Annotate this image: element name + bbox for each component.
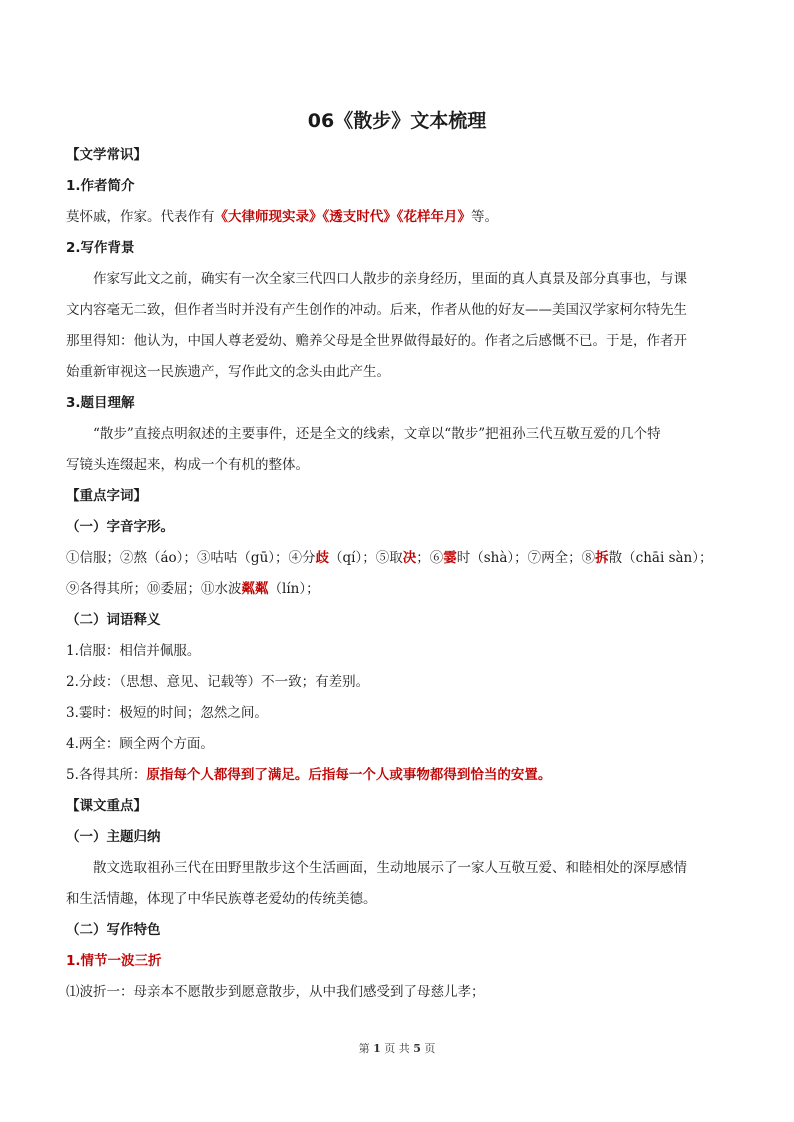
theme-line: 和生活情趣，体现了中华民族尊老爱幼的传统美德。 bbox=[66, 891, 377, 907]
page-title: 06《散步》文本梳理 bbox=[307, 110, 487, 132]
subheading-theme: （一）主题归纳 bbox=[66, 829, 161, 845]
meaning-item: 1.信服：相信并佩服。 bbox=[66, 643, 201, 659]
section-heading-words: 【重点字词】 bbox=[66, 488, 147, 504]
meaning-item: 2.分歧：（思想、意见、记载等）不一致；有差别。 bbox=[66, 674, 370, 690]
item-number: ⑤ bbox=[375, 550, 390, 566]
subheading-pronunciation: （一）字音字形。 bbox=[66, 519, 174, 535]
subheading-plot: 1.情节一波三折 bbox=[66, 953, 162, 969]
background-line: 始重新审视这一民族遗产，写作此文的念头由此产生。 bbox=[66, 364, 390, 380]
item-rest: 两全； bbox=[541, 550, 582, 566]
subheading-meanings: （二）词语释义 bbox=[66, 612, 161, 628]
item-rest: 服； bbox=[93, 550, 120, 566]
pronunciation-line-1 bbox=[66, 543, 728, 574]
background-line: 作家写此文之前，确实有一次全家三代四口人散步的亲身经历，里面的真人真景及部分真事也，与课 bbox=[93, 271, 687, 287]
plot-line: ⑴波折一：母亲本不愿散步到愿意散步，从中我们感受到了母慈儿孝； bbox=[66, 984, 485, 1000]
item-number: ① bbox=[66, 550, 80, 566]
author-intro bbox=[66, 202, 728, 233]
footer-text: 第 bbox=[358, 1042, 370, 1055]
footer-text: 页 共 bbox=[384, 1042, 410, 1055]
highlight-char: 拆 bbox=[595, 550, 609, 566]
item-number: ④ bbox=[288, 550, 303, 566]
item-rest: （chāi sàn）； bbox=[622, 550, 713, 566]
highlight-char: 歧 bbox=[315, 550, 330, 566]
footer-text: 页 bbox=[424, 1042, 436, 1055]
theme-line: 散文选取祖孙三代在田野里散步这个生活画面，生动地展示了一家人互敬互爱、和睦相处的深厚感情 bbox=[93, 860, 687, 876]
pronunciation-text: （lín）； bbox=[268, 581, 320, 597]
plain-char: 时 bbox=[456, 550, 471, 566]
highlight-char: 霎 bbox=[443, 550, 457, 566]
pronunciation-text: ⑨各得其所；⑩委屈；⑪水波 bbox=[66, 581, 242, 597]
document-body bbox=[66, 140, 728, 1008]
section-heading-key: 【课文重点】 bbox=[66, 798, 147, 814]
meaning-item: 4.两全：顾全两个方面。 bbox=[66, 736, 214, 752]
item-rest: （shà）； bbox=[470, 550, 528, 566]
author-intro-text: 莫怀戚，作家。代表作有 bbox=[66, 209, 215, 225]
work-title: 《大律师现实录》 bbox=[214, 209, 323, 225]
item-number: ⑦ bbox=[527, 550, 542, 566]
page-number: 1 bbox=[373, 1042, 381, 1055]
plain-char: 信 bbox=[79, 550, 93, 566]
background-line: 文内容毫无二致，但作者当时并没有产生创作的冲动。后来，作者从他的好友——美国汉学家柯尔特先生 bbox=[66, 302, 687, 318]
plain-char: 散 bbox=[608, 550, 623, 566]
work-title: 《透支时代》 bbox=[322, 209, 397, 225]
item-rest: （qí）； bbox=[329, 550, 376, 566]
item-rest: ； bbox=[416, 550, 430, 566]
pronunciation-line-2 bbox=[66, 574, 728, 605]
background-line: 那里得知：他认为，中国人尊老爱幼、赡养父母是全世界做得最好的。作者之后感慨不已。于是，作者开 bbox=[66, 333, 687, 349]
meaning-item: 3.霎时：极短的时间；忽然之间。 bbox=[66, 705, 268, 721]
title-meaning-line: “散步”直接点明叙述的主要事件，还是全文的线索，文章以“散步”把祖孙三代互敬互爱的几个特 bbox=[93, 426, 661, 442]
work-title: 《花样年月》 bbox=[396, 209, 471, 225]
meaning-term: 5.各得其所： bbox=[66, 767, 147, 783]
item-rest: 熬（áo）； bbox=[133, 550, 197, 566]
item-number: ⑥ bbox=[429, 550, 444, 566]
subheading-features: （二）写作特色 bbox=[66, 922, 161, 938]
pronunciation-highlight: 粼粼 bbox=[241, 581, 269, 597]
item-number: ③ bbox=[196, 550, 211, 566]
title-meaning-line: 写镜头连缀起来，构成一个有机的整体。 bbox=[66, 457, 309, 473]
item-number: ② bbox=[120, 550, 134, 566]
meaning-highlight: 原指每个人都得到了满足。后指每一个人或事物都得到恰当的安置。 bbox=[146, 767, 552, 783]
subheading-title-meaning: 3.题目理解 bbox=[66, 395, 135, 411]
highlight-char: 决 bbox=[402, 550, 417, 566]
meaning-item bbox=[66, 760, 728, 791]
subheading-author: 1.作者简介 bbox=[66, 178, 135, 194]
plain-char: 分 bbox=[302, 550, 316, 566]
author-intro-end: 等。 bbox=[471, 209, 498, 225]
item-number: ⑧ bbox=[581, 550, 596, 566]
subheading-background: 2.写作背景 bbox=[66, 240, 135, 256]
page-footer bbox=[0, 1040, 794, 1056]
page-total: 5 bbox=[413, 1042, 421, 1055]
item-rest: 咕咕（gū）； bbox=[210, 550, 289, 566]
plain-char: 取 bbox=[389, 550, 403, 566]
section-heading-literary: 【文学常识】 bbox=[66, 147, 147, 163]
